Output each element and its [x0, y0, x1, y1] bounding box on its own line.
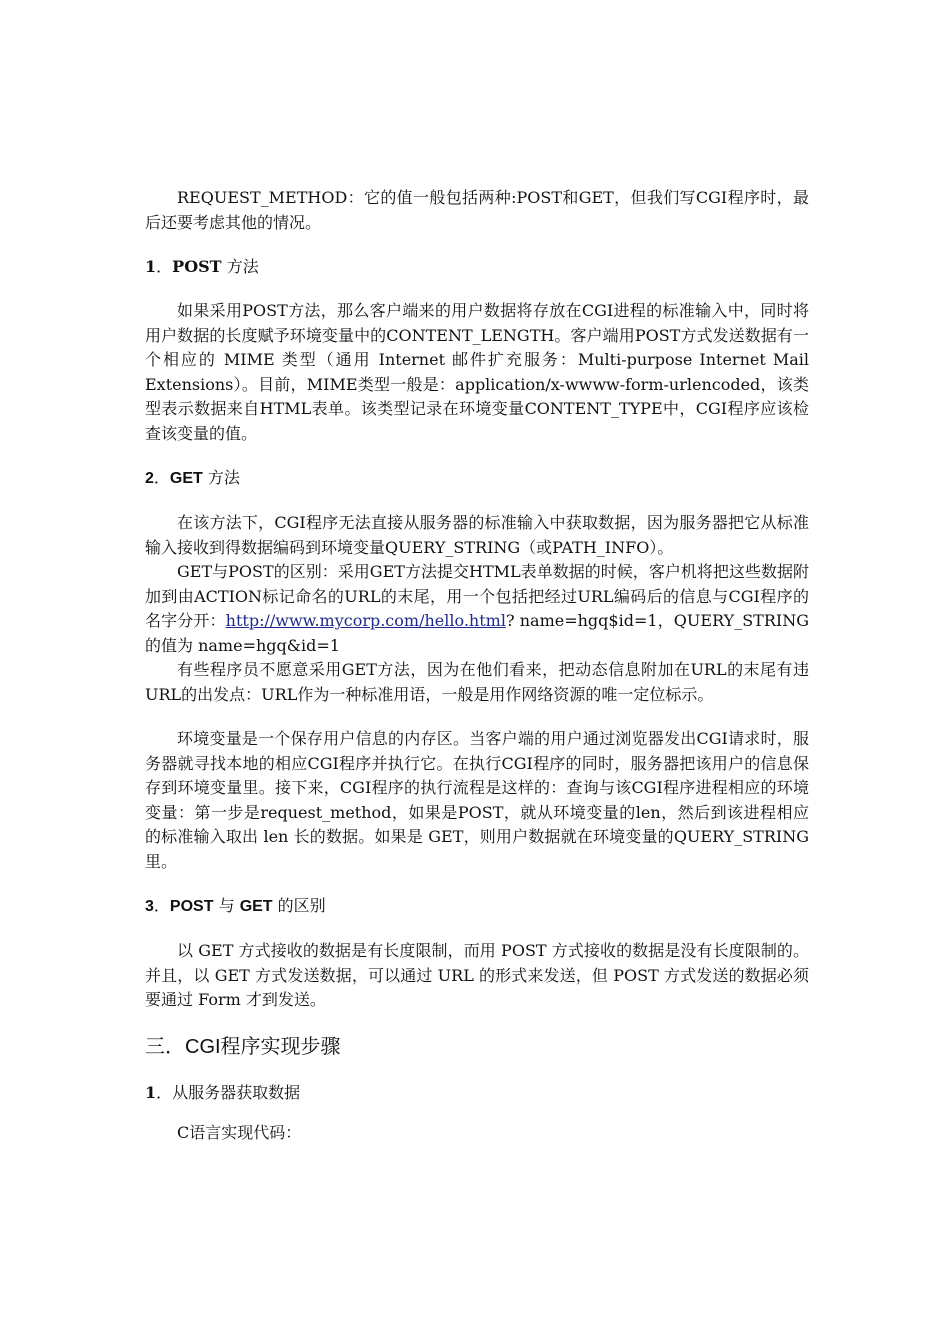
heading-get-data: 1．从服务器获取数据 — [145, 1082, 301, 1102]
heading-bold: GET — [239, 898, 273, 915]
heading-number: 2 — [145, 470, 154, 487]
paragraph-text: GET与POST的区别：采用GET方法提交HTML表单数据的时候，客户机将把这些数据附加到由ACTION标记命名的URL的末尾，用一个包括把经过URL编码后的信息与CGI程序的名字分开： — [145, 562, 809, 630]
heading-text: 的区别 — [277, 896, 326, 915]
heading-text: 从服务器获取数据 — [172, 1082, 301, 1102]
paragraph-get-reluctance: 有些程序员不愿意采用GET方法，因为在他们看来，把动态信息附加在URL的末尾有违URL的出发点：URL作为一种标准用语，一般是用作网络资源的唯一定位标示。 — [145, 660, 809, 704]
paragraph-text: ? name=hgq$id=1，QUERY_STRING的值为 name=hgq&id=1 — [145, 611, 809, 655]
heading-post-get-difference: 3．POST 与 GET 的区别 — [145, 896, 326, 915]
heading-text: 与 — [218, 896, 235, 915]
heading-get-method: 2．GET 方法 — [145, 468, 240, 487]
heading-text: 方法 — [226, 257, 259, 276]
heading-post-method: 1．POST 方法 — [145, 257, 259, 276]
paragraph-c-code-label: C语言实现代码： — [177, 1122, 302, 1142]
heading-number: 3 — [145, 898, 154, 915]
heading-bold: POST — [169, 898, 214, 915]
heading-number: 1 — [145, 1082, 157, 1102]
paragraph-length-limit: 以 GET 方式接收的数据是有长度限制，而用 POST 方式接收的数据是没有长度限制的。并且，以 GET 方式发送数据，可以通过 URL 的形式来发送，但 POST 方式发送的数据必须要通过 Form 才到发送。 — [145, 941, 809, 1009]
example-url-link[interactable]: http://www.mycorp.com/hello.html — [225, 611, 506, 630]
paragraph-get-post-difference — [145, 560, 809, 658]
heading-bold: GET — [169, 470, 203, 487]
paragraph-environment-variables: 环境变量是一个保存用户信息的内存区。当客户端的用户通过浏览器发出CGI请求时，服务器就寻找本地的相应CGI程序并执行它。在执行CGI程序的同时，服务器把该用户的信息保存到环境变量里。接下来，CGI程序的执行流程是这样的：查询与该CGI程序进程相应的环境变量：第一步是request_method，如果是POST，就从环境变量的len，然后到该进程相应的标准输入取出 len 长的数据。如果是 GET，则用户数据就在环境变量的QUERY_STRING里。 — [145, 729, 809, 871]
heading-number: 1 — [145, 257, 157, 276]
paragraph-post-description: 如果采用POST方法，那么客户端来的用户数据将存放在CGI进程的标准输入中，同时将用户数据的长度赋予环境变量中的CONTENT_LENGTH。客户端用POST方式发送数据有一个相应的 MIME 类型（通用 Internet 邮件扩充服务：Multi-purpose Internet Mail Extensions）。目前，MIME类型一般是：application/x-wwww-form-urlencoded，该类型表示数据来自HTML表单。该类型记录在环境变量CONTENT_TYPE中，CGI程序应该检查该变量的值。 — [145, 301, 809, 443]
heading-text: 方法 — [207, 468, 240, 487]
heading-bold: POST — [172, 257, 222, 276]
paragraph-request-method: REQUEST_METHOD：它的值一般包括两种:POST和GET，但我们写CGI程序时，最后还要考虑其他的情况。 — [145, 188, 809, 232]
section-title: 三．CGI程序实现步骤 — [145, 1035, 341, 1058]
paragraph-get-description: 在该方法下，CGI程序无法直接从服务器的标准输入中获取数据，因为服务器把它从标准输入接收到得数据编码到环境变量QUERY_STRING（或PATH_INFO）。 — [145, 513, 809, 557]
document-page — [145, 186, 809, 1145]
